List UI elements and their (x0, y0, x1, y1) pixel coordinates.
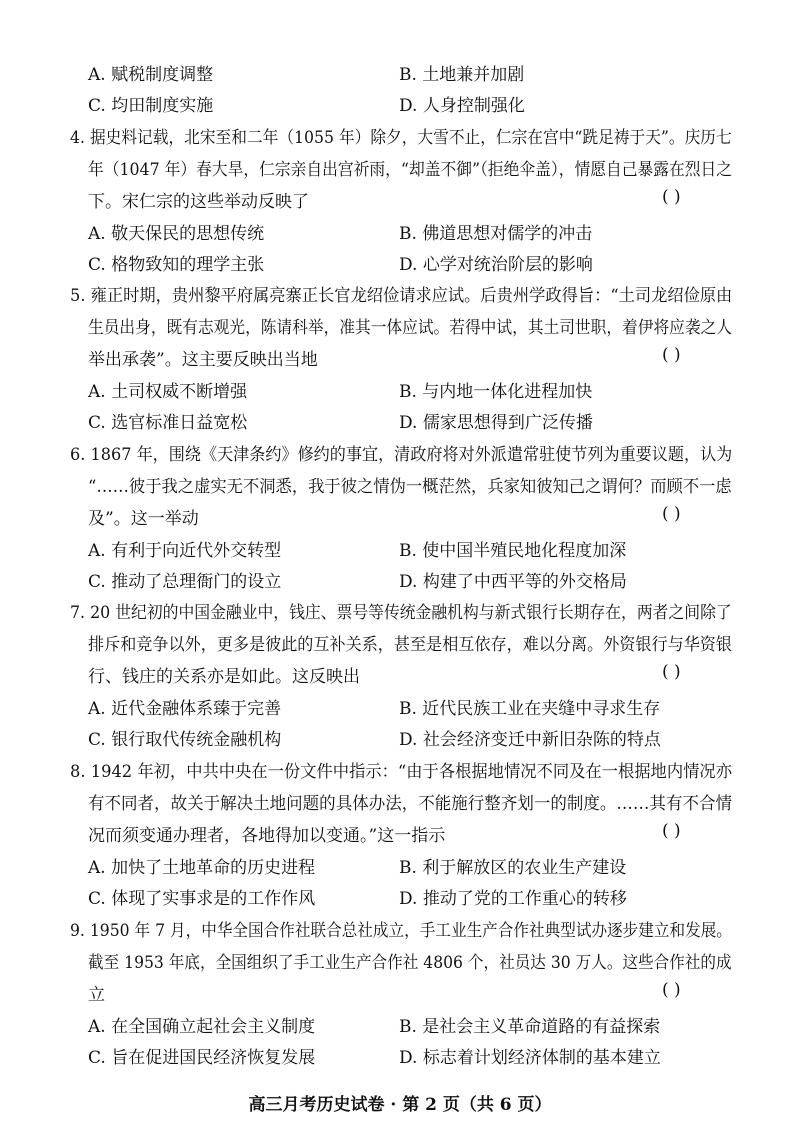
q5-option-b: B. 与内地一体化进程加快 (399, 382, 593, 402)
q6-option-c: C. 推动了总理衙门的设立 (88, 572, 282, 592)
q7-line-2: 排斥和竞争以外，更多是彼此的互补关系，甚至是相互依存，难以分离。外资银行与华资银 (88, 635, 732, 655)
q4-option-d: D. 心学对统治阶层的影响 (399, 255, 593, 275)
q8-option-b: B. 利于解放区的农业生产建设 (399, 858, 627, 878)
q7-options-row-1 (88, 694, 768, 718)
q6-option-d: D. 构建了中西平等的外交格局 (399, 572, 627, 592)
q7-line-1: 7. 20 世纪初的中国金融业中，钱庄、票号等传统金融机构与新式银行长期存在，两者之间除了 (70, 603, 732, 623)
q5-option-c: C. 选官标准日益宽松 (88, 413, 248, 433)
q8-option-a: A. 加快了土地革命的历史进程 (88, 858, 316, 878)
q9-options-row-1 (88, 1012, 768, 1036)
q3-option-d: D. 人身控制强化 (399, 96, 525, 116)
q3-option-b: B. 土地兼并加剧 (399, 65, 525, 85)
q3-option-a: A. 赋税制度调整 (88, 65, 214, 85)
q4-line-2: 年（1047 年）春大旱，仁宗亲自出宫祈雨，“却盖不御”（拒绝伞盖），情愿自己暴露在烈日之 (88, 160, 733, 180)
q7-options-row-2 (88, 725, 768, 749)
q5-line-2: 生员出身，既有志观光，陈请科举，准其一体应试。若得中试，其土司世职，着伊将应袭之人 (88, 318, 732, 338)
q9-line-2: 截至 1953 年底，全国组织了手工业生产合作社 4806 个，社员达 30 万人。这些合作社的成 (88, 953, 732, 973)
q5-options-row-2 (88, 408, 768, 432)
q5-option-d: D. 儒家思想得到广泛传播 (399, 413, 593, 433)
q5-options-row-1 (88, 377, 768, 401)
q7-option-a: A. 近代金融体系臻于完善 (88, 699, 282, 719)
q4-line-3: 下。宋仁宗的这些举动反映了 (88, 192, 309, 212)
q9-option-b: B. 是社会主义革命道路的有益探索 (399, 1017, 661, 1037)
q8-option-d: D. 推动了党的工作重心的转移 (399, 889, 627, 909)
q8-answer-paren: ( ) (662, 821, 681, 841)
q9-line-3: 立 (88, 985, 105, 1005)
q8-line-1: 8. 1942 年初，中共中央在一份文件中指示：“由于各根据地情况不同及在一根据地内情况亦 (70, 762, 732, 782)
q6-answer-paren: ( ) (662, 504, 681, 524)
q9-options-row-2 (88, 1043, 768, 1067)
q4-options-row-2 (88, 250, 768, 274)
q9-option-d: D. 标志着计划经济体制的基本建立 (399, 1048, 661, 1068)
q8-option-c: C. 体现了实事求是的工作作风 (88, 889, 316, 909)
q7-answer-paren: ( ) (662, 662, 681, 682)
q5-answer-paren: ( ) (662, 345, 681, 365)
q7-line-3: 行、钱庄的关系亦是如此。这反映出 (88, 667, 360, 687)
q8-options-row-1 (88, 853, 768, 877)
page-footer: 高三月考历史试卷 · 第 2 页（共 6 页） (248, 1095, 552, 1115)
q4-answer-paren: ( ) (662, 187, 681, 207)
q6-line-2: “……彼于我之虚实无不洞悉，我于彼之情伪一概茫然，兵家知彼知己之谓何？而顾不一虑 (88, 477, 732, 497)
q4-line-1: 4. 据史料记载，北宋至和二年（1055 年）除夕，大雪不止，仁宗在宫中“跣足祷于天”。庆历七 (70, 128, 732, 148)
q3-options-row-2 (88, 91, 768, 115)
q6-line-3: 及”。这一举动 (88, 509, 199, 529)
q8-options-row-2 (88, 884, 768, 908)
q9-line-1: 9. 1950 年 7 月，中华全国合作社联合总社成立，手工业生产合作社典型试办逐步建立和发展。 (70, 921, 732, 941)
q6-option-a: A. 有利于向近代外交转型 (88, 541, 282, 561)
q9-answer-paren: ( ) (662, 980, 681, 1000)
q6-options-row-1 (88, 536, 768, 560)
q6-option-b: B. 使中国半殖民地化程度加深 (399, 541, 627, 561)
q9-option-a: A. 在全国确立起社会主义制度 (88, 1017, 316, 1037)
q4-option-c: C. 格物致知的理学主张 (88, 255, 265, 275)
q5-line-1: 5. 雍正时期，贵州黎平府属亮寨正长官龙绍俭请求应试。后贵州学政得旨：“土司龙绍俭原由 (70, 286, 733, 306)
q4-options-row-1 (88, 219, 768, 243)
q5-line-3: 举出承袭”。这主要反映出当地 (88, 350, 318, 370)
q7-option-c: C. 银行取代传统金融机构 (88, 730, 282, 750)
q8-line-3: 况而须变通办理者，各地得加以变通。”这一指示 (88, 826, 446, 846)
q6-options-row-2 (88, 567, 768, 591)
q3-option-c: C. 均田制度实施 (88, 96, 214, 116)
q7-option-d: D. 社会经济变迁中新旧杂陈的特点 (399, 730, 661, 750)
q8-line-2: 有不同者，故关于解决土地问题的具体办法，不能施行整齐划一的制度。……其有不合情 (88, 794, 732, 814)
q5-option-a: A. 土司权威不断增强 (88, 382, 248, 402)
q4-option-a: A. 敬天保民的思想传统 (88, 224, 265, 244)
q3-options-row-1 (88, 60, 768, 84)
q7-option-b: B. 近代民族工业在夹缝中寻求生存 (399, 699, 661, 719)
q4-option-b: B. 佛道思想对儒学的冲击 (399, 224, 593, 244)
q9-option-c: C. 旨在促进国民经济恢复发展 (88, 1048, 316, 1068)
q6-line-1: 6. 1867 年，围绕《天津条约》修约的事宜，清政府将对外派遣常驻使节列为重要议题，认为 (70, 445, 733, 465)
